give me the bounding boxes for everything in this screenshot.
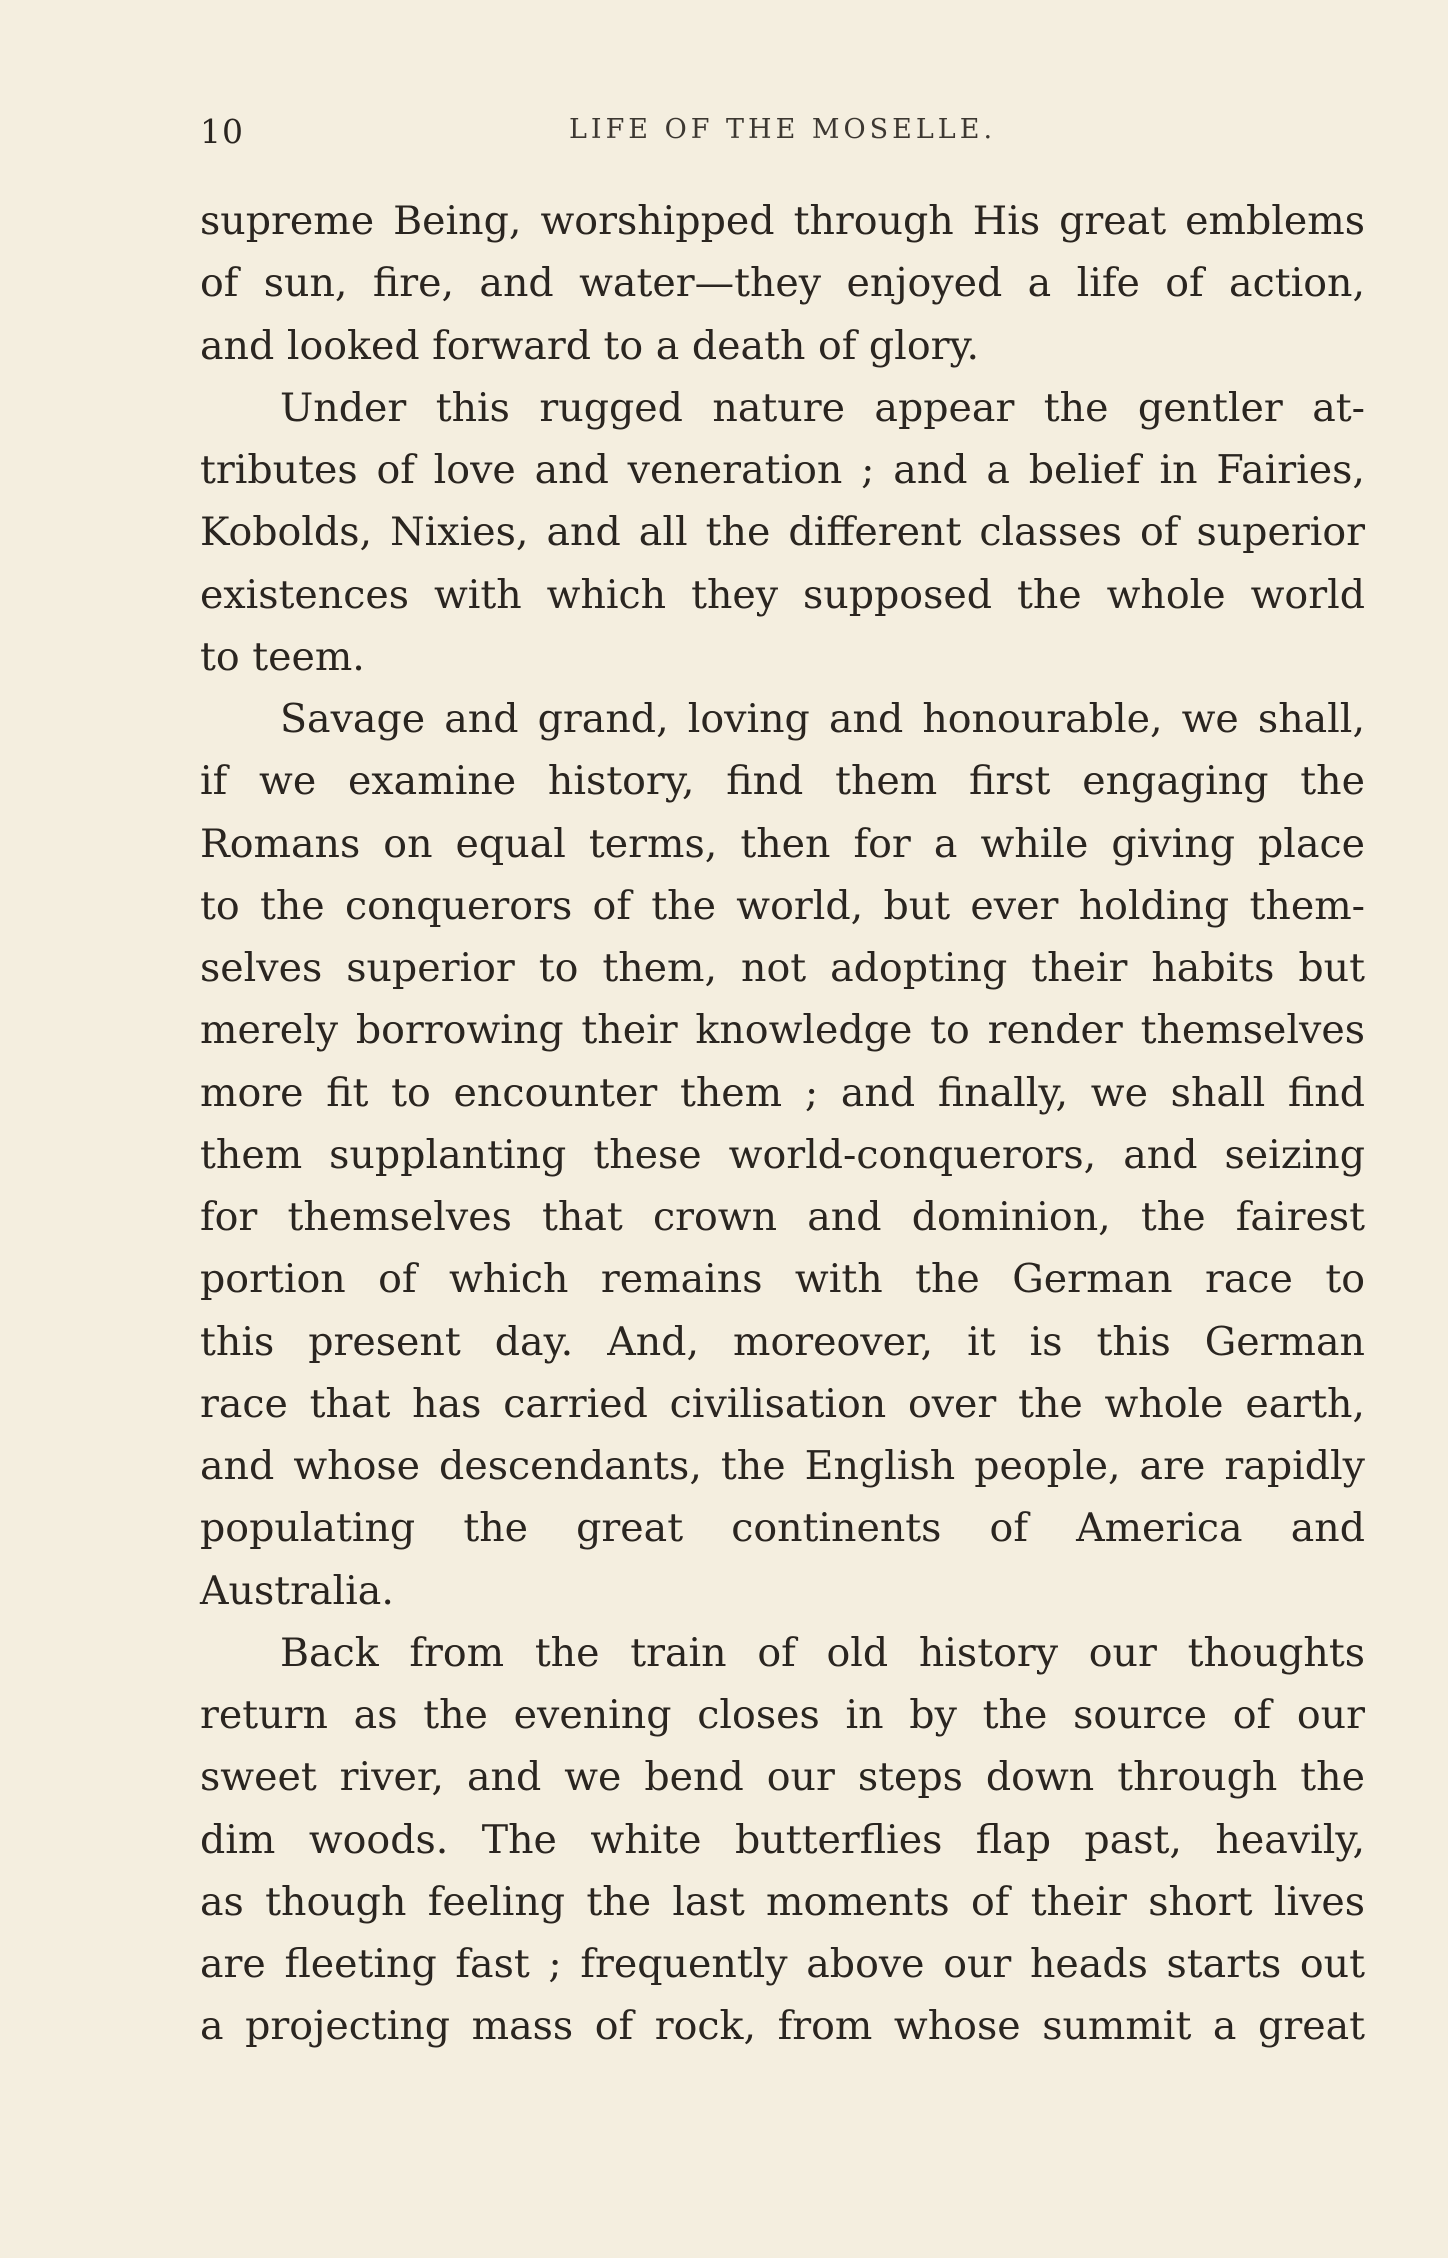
text-line: if we examine history, find them first engaging the — [200, 758, 1365, 805]
text-line: tributes of love and veneration ; and a belief in Fairies, — [200, 447, 1365, 493]
text-line: Australia. — [200, 1567, 394, 1614]
text-line: to teem. — [200, 633, 365, 680]
text-line: portion of which remains with the German race to — [200, 1256, 1365, 1303]
text-line: sweet river, and we bend our steps down through the — [200, 1754, 1365, 1801]
text-line: merely borrowing their knowledge to render themselves — [200, 1007, 1365, 1054]
text-line: a projecting mass of rock, from whose summit a great — [200, 2003, 1365, 2050]
text-line: populating the great continents of America and — [200, 1505, 1365, 1552]
text-line: return as the evening closes in by the source of our — [200, 1692, 1365, 1738]
text-line: this present day. And, moreover, it is this German — [200, 1318, 1365, 1365]
text-line: more fit to encounter them ; and finally, we shall find — [200, 1069, 1365, 1116]
page-number: 10 — [200, 112, 244, 151]
text-line: Romans on equal terms, then for a while giving place — [200, 820, 1365, 867]
text-line: selves superior to them, not adopting their habits but — [200, 945, 1365, 991]
text-line: Savage and grand, loving and honourable, we shall, — [280, 696, 1365, 742]
text-line: to the conquerors of the world, but ever holding them- — [200, 882, 1365, 929]
text-line: existences with which they supposed the whole world — [200, 571, 1365, 618]
page-header — [200, 112, 1365, 162]
text-line: for themselves that crown and dominion, the fairest — [200, 1194, 1365, 1240]
text-line: Under this rugged nature appear the gentler at- — [280, 384, 1365, 431]
text-line: are fleeting fast ; frequently above our heads starts out — [200, 1941, 1365, 1987]
text-line: race that has carried civilisation over the whole earth, — [200, 1380, 1365, 1427]
running-title: LIFE OF THE MOSELLE. — [568, 114, 997, 145]
text-line: and looked forward to a death of glory. — [200, 322, 980, 369]
text-line: Kobolds, Nixies, and all the different classes of superior — [200, 509, 1365, 556]
body-text — [200, 190, 1365, 2058]
text-line: supreme Being, worshipped through His great emblems — [200, 198, 1365, 244]
text-line: of sun, fire, and water—they enjoyed a life of action, — [200, 260, 1365, 307]
text-line: as though feeling the last moments of their short lives — [200, 1878, 1365, 1925]
text-line: Back from the train of old history our thoughts — [280, 1629, 1365, 1676]
text-line: them supplanting these world-conquerors, and seizing — [200, 1131, 1365, 1178]
text-line: dim woods. The white butterflies flap past, heavily, — [200, 1816, 1365, 1863]
text-line: and whose descendants, the English people, are rapidly — [200, 1443, 1365, 1489]
